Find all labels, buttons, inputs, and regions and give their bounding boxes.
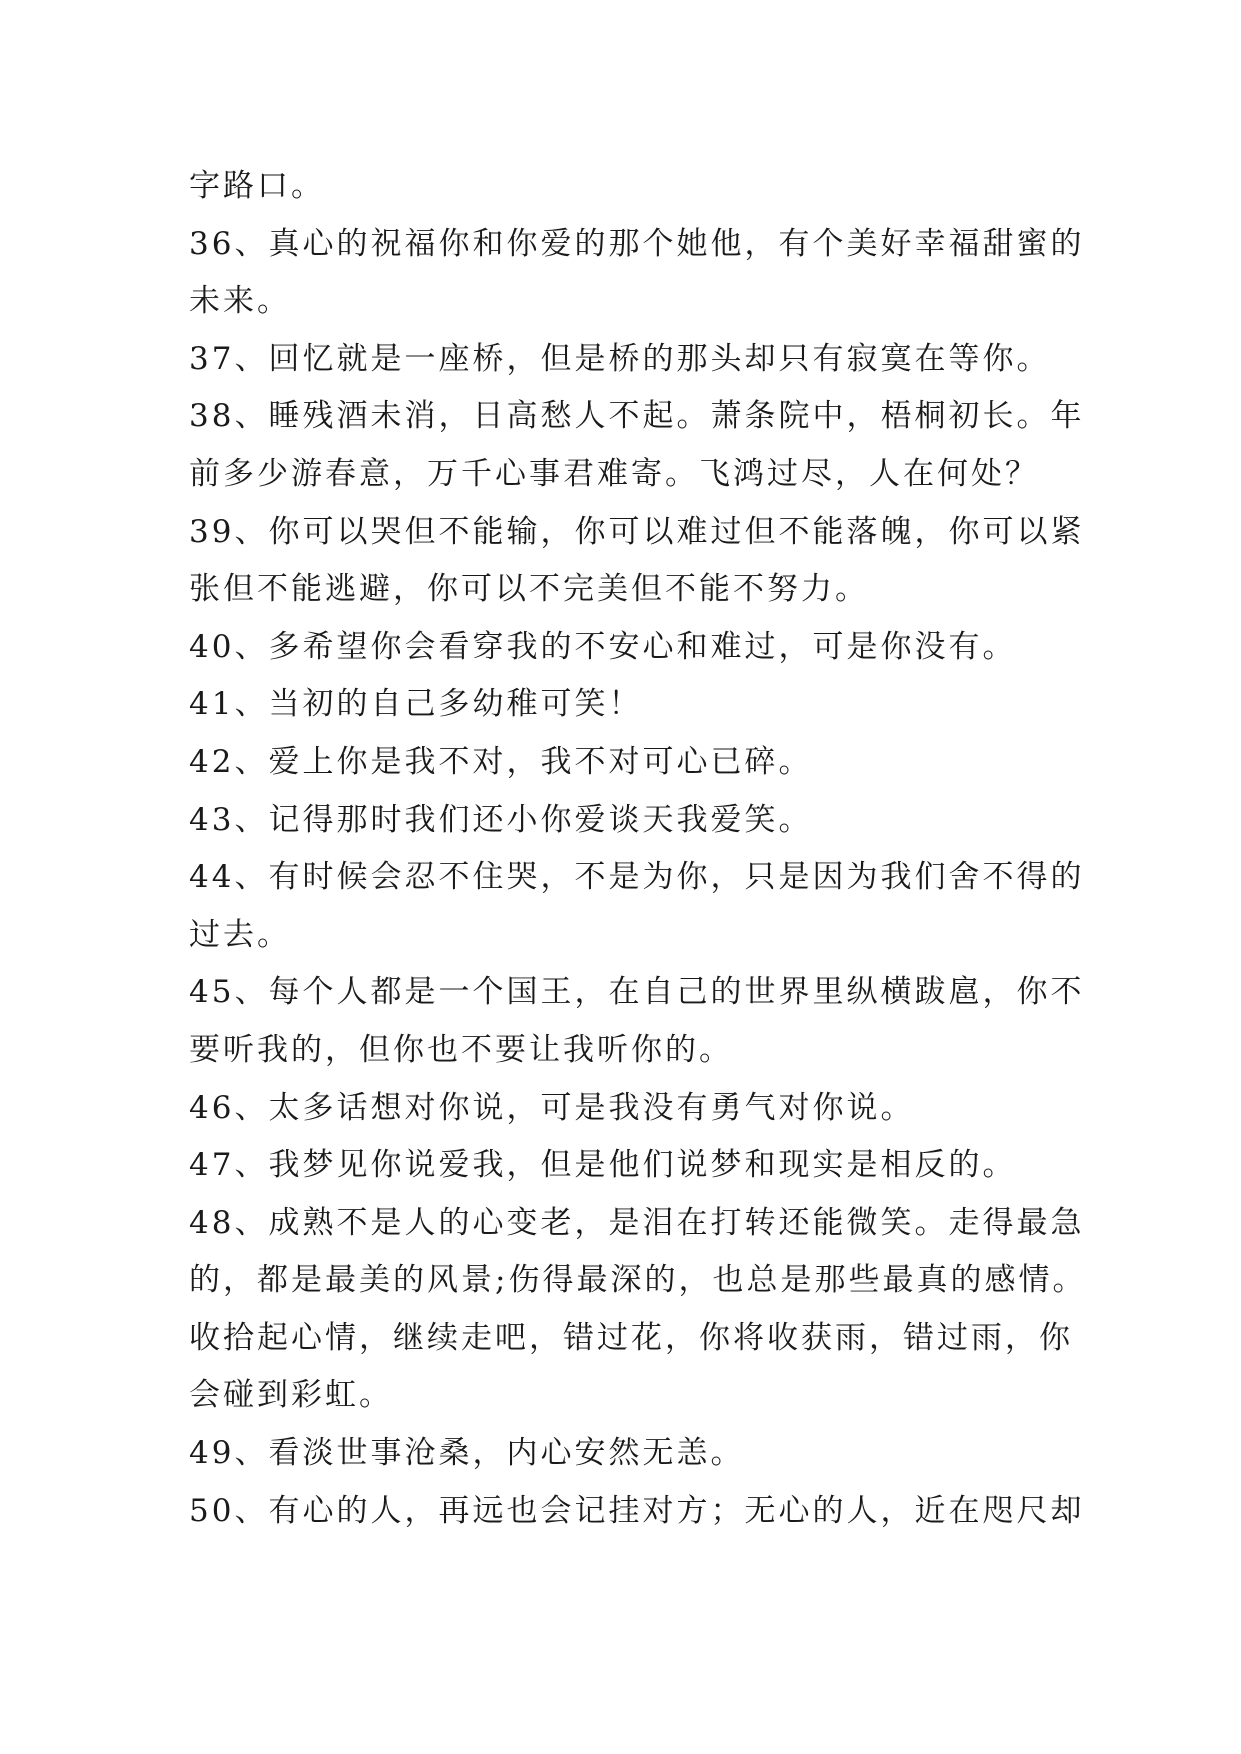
text-line: 47、我梦见你说爱我，但是他们说梦和现实是相反的。 [189,1147,1017,1184]
text-line: 49、看淡世事沧桑，内心安然无恙。 [189,1435,745,1472]
text-line: 48、成熟不是人的心变老，是泪在打转还能微笑。走得最急 [189,1204,1085,1241]
text-line: 的，都是最美的风景;伤得最深的，也总是那些最真的感情。 [189,1262,1087,1299]
text-line: 45、每个人都是一个国王，在自己的世界里纵横跋扈，你不 [189,974,1085,1011]
text-line: 39、你可以哭但不能输，你可以难过但不能落魄，你可以紧 [189,513,1085,550]
text-line: 36、真心的祝福你和你爱的那个她他，有个美好幸福甜蜜的 [189,225,1085,262]
text-line: 44、有时候会忍不住哭，不是为你，只是因为我们舍不得的 [189,859,1085,896]
text-line: 37、回忆就是一座桥，但是桥的那头却只有寂寞在等你。 [189,340,1051,377]
text-line: 会碰到彩虹。 [189,1377,393,1414]
text-line: 要听我的，但你也不要让我听你的。 [189,1031,733,1068]
text-line: 38、睡残酒未消，日高愁人不起。萧条院中，梧桐初长。年 [189,398,1085,435]
text-line: 43、记得那时我们还小你爱谈天我爱笑。 [189,801,813,838]
text-line: 前多少游春意，万千心事君难寄。飞鸿过尽，人在何处？ [189,455,1039,492]
text-line: 40、多希望你会看穿我的不安心和难过，可是你没有。 [189,628,1017,665]
text-line: 50、有心的人，再远也会记挂对方；无心的人，近在咫尺却 [189,1492,1085,1529]
text-line: 46、太多话想对你说，可是我没有勇气对你说。 [189,1089,915,1126]
document-body [189,158,1087,1540]
text-line: 42、爱上你是我不对，我不对可心已碎。 [189,743,813,780]
text-line: 未来。 [189,283,291,320]
text-line: 41、当初的自己多幼稚可笑！ [189,686,643,723]
text-line: 张但不能逃避，你可以不完美但不能不努力。 [189,571,869,608]
text-line: 收拾起心情，继续走吧，错过花，你将收获雨，错过雨，你 [189,1319,1073,1356]
text-line: 过去。 [189,916,291,953]
text-line: 字路口。 [189,168,325,204]
